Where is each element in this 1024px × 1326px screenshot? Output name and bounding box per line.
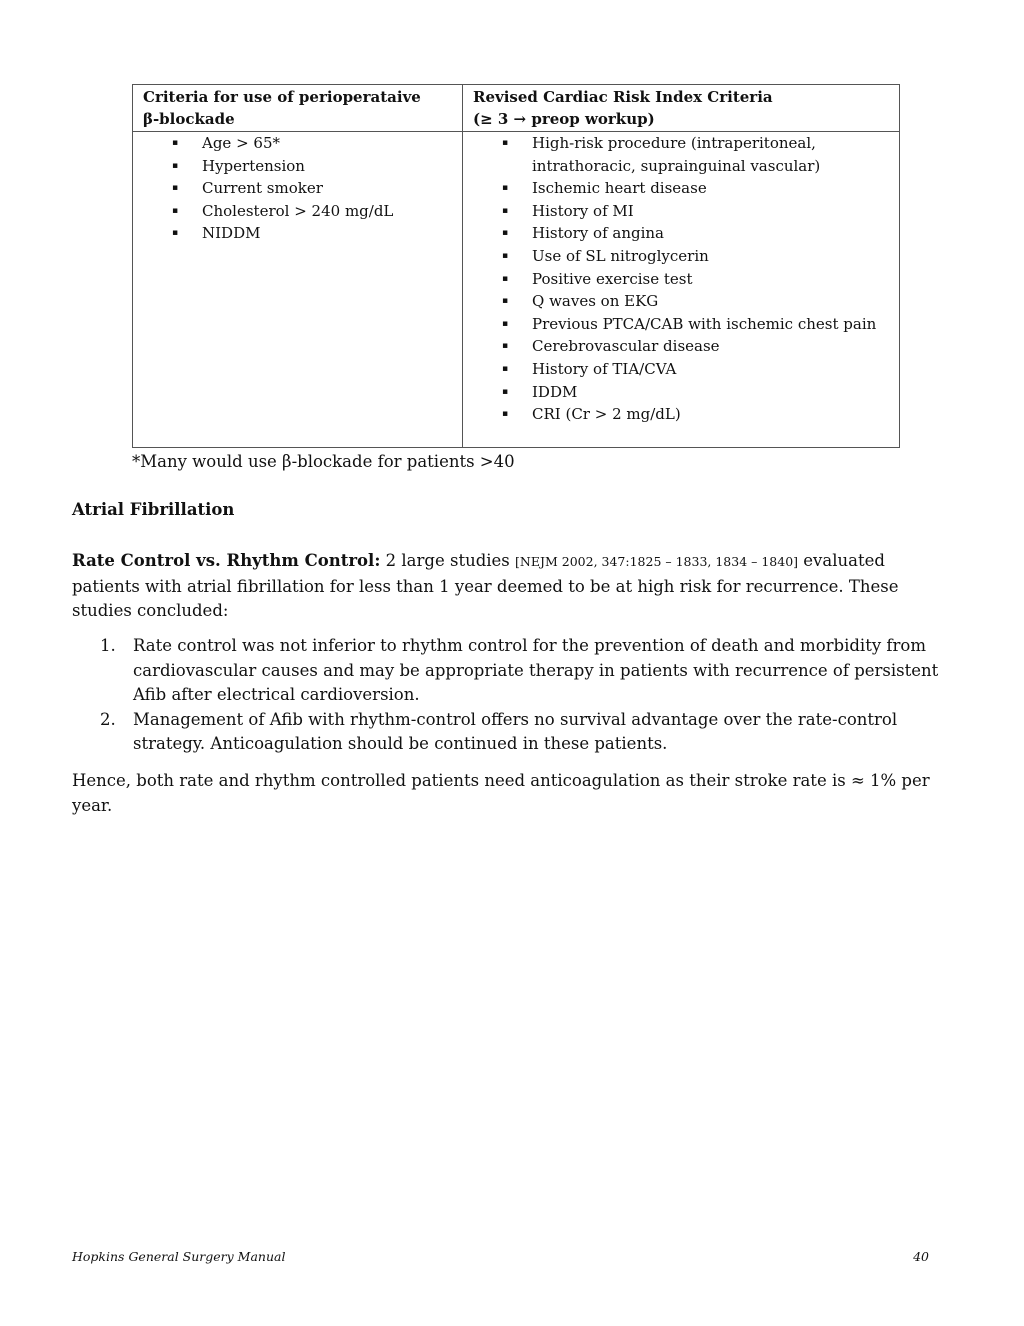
list-item	[133, 177, 462, 200]
header-beta-blockade-criteria	[133, 85, 463, 132]
list-item-text: CRI (Cr > 2 mg/dL)	[532, 405, 681, 424]
list-item	[72, 708, 952, 757]
bullet-icon: ▪	[502, 386, 509, 397]
bullet-icon: ▪	[502, 228, 509, 239]
list-item-text: Positive exercise test	[532, 269, 693, 288]
bullet-icon: ▪	[502, 183, 509, 194]
table-header-row	[133, 85, 900, 132]
list-item-text: Current smoker	[202, 179, 323, 198]
list-number: 2.	[100, 709, 116, 729]
criteria-table	[132, 84, 900, 448]
bullet-icon: ▪	[502, 138, 509, 148]
list-item-text: History of MI	[532, 201, 634, 220]
list-item	[463, 403, 899, 426]
bullet-icon: ▪	[502, 273, 509, 284]
list-item	[463, 313, 899, 336]
list-item	[133, 200, 462, 223]
section-heading: Atrial Fibrillation	[72, 500, 235, 519]
list-item	[463, 222, 899, 245]
table-body-row	[133, 132, 900, 448]
beta-blockade-criteria-list	[133, 132, 462, 245]
bullet-icon: ▪	[502, 250, 509, 261]
bullet-icon: ▪	[502, 205, 509, 216]
header-left-line1: Criteria for use of perioperataive	[143, 88, 421, 106]
bullet-icon: ▪	[172, 205, 179, 216]
list-item	[463, 132, 899, 177]
paragraph-text: 2 large studies	[380, 551, 516, 570]
list-item-text: Previous PTCA/CAB with ischemic chest pain	[532, 314, 877, 333]
list-item-text: History of angina	[532, 224, 665, 243]
list-item	[463, 177, 899, 200]
list-item-text: Ischemic heart disease	[532, 179, 707, 198]
list-item-text: History of TIA/CVA	[532, 359, 677, 378]
list-item	[463, 381, 899, 404]
header-right-line1: Revised Cardiac Risk Index Criteria	[473, 88, 773, 106]
bullet-icon: ▪	[502, 318, 509, 329]
list-item-text: Age > 65*	[202, 134, 281, 152]
table-footnote: *Many would use β-blockade for patients >40	[132, 452, 515, 471]
bullet-icon: ▪	[172, 228, 179, 239]
list-item	[133, 222, 462, 245]
study-findings-list	[72, 634, 952, 757]
page-number: 40	[913, 1249, 929, 1264]
rate-control-paragraph	[72, 549, 952, 624]
bullet-icon: ▪	[502, 363, 509, 374]
list-item-text: Q waves on EKG	[532, 292, 659, 311]
list-item	[463, 268, 899, 291]
bullet-icon: ▪	[502, 409, 509, 420]
list-item-text: Rate control was not inferior to rhythm control for the prevention of death and morbidity from cardiovascular causes and may be appropriate therapy in patients with recurrence of persistent Afib after electrical cardioversion.	[133, 636, 939, 704]
bullet-icon: ▪	[172, 183, 179, 194]
list-item	[72, 634, 952, 708]
list-item	[133, 155, 462, 178]
list-item	[463, 245, 899, 268]
conclusion-paragraph: Hence, both rate and rhythm controlled patients need anticoagulation as their stroke rate is ≈ 1% per year.	[72, 771, 930, 815]
header-right-line2: (≥ 3 → preop workup)	[473, 110, 655, 128]
bullet-icon: ▪	[502, 341, 509, 352]
bullet-icon: ▪	[172, 138, 179, 148]
footer-title: Hopkins General Surgery Manual	[72, 1249, 286, 1264]
header-left-line2: β-blockade	[143, 110, 235, 128]
paragraph-lead: Rate Control vs. Rhythm Control:	[72, 551, 381, 570]
list-item	[133, 132, 462, 155]
list-item	[463, 358, 899, 381]
header-rcri-criteria	[463, 85, 900, 132]
list-item	[463, 335, 899, 358]
rcri-criteria-cell	[463, 132, 900, 448]
list-item-text: Management of Afib with rhythm-control offers no survival advantage over the rate-control strategy. Anticoagulation should be continued in these patients.	[133, 709, 898, 753]
list-item-text: High-risk procedure (intraperitoneal, intrathoracic, suprainguinal vascular)	[532, 134, 821, 175]
list-item-text: NIDDM	[202, 224, 261, 243]
list-item-text: Cerebrovascular disease	[532, 337, 720, 356]
list-item-text: Use of SL nitroglycerin	[532, 246, 709, 265]
beta-blockade-criteria-cell	[133, 132, 463, 448]
list-item-text: IDDM	[532, 382, 578, 401]
list-item-text: Hypertension	[202, 156, 305, 175]
citation: [NEJM 2002, 347:1825 – 1833, 1834 – 1840]	[515, 554, 799, 569]
list-item	[463, 200, 899, 223]
list-item-text: Cholesterol > 240 mg/dL	[202, 201, 394, 220]
paragraph-text: evaluated patients with atrial fibrillation for less than 1 year deemed to be at high risk for recurrence. These studies concluded:	[72, 551, 899, 620]
list-item	[463, 290, 899, 313]
rcri-criteria-list	[463, 132, 899, 426]
list-number: 1.	[100, 636, 116, 655]
bullet-icon: ▪	[502, 296, 509, 307]
bullet-icon: ▪	[172, 160, 179, 171]
